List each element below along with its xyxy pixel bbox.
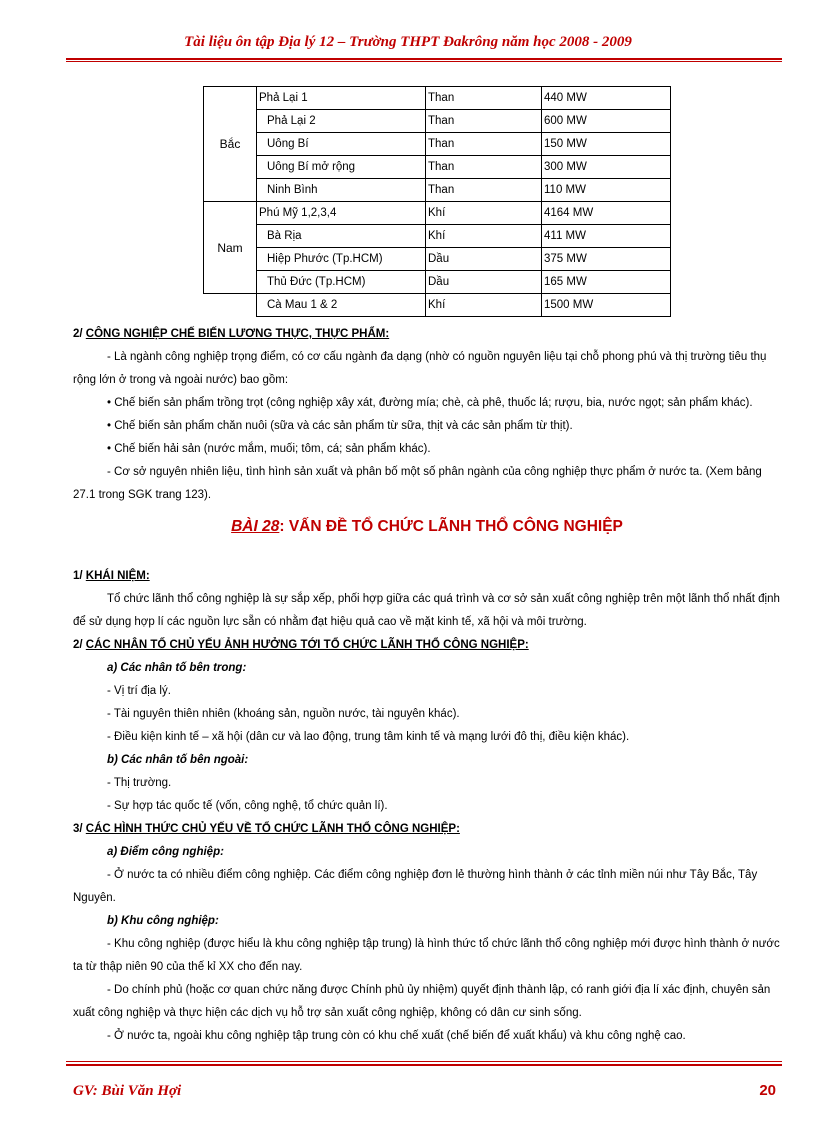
- plant-name: Phả Lại 1: [257, 87, 426, 110]
- table-row: [204, 87, 671, 110]
- plant-fuel: Khí: [426, 202, 542, 225]
- paragraph: Tổ chức lãnh thổ công nghiệp là sự sắp xếp, phối hợp giữa các quá trình và cơ sở sản xuất công nghiệp trên một lãnh thổ nhất định để sử dụng hợp lí các nguồn lực sẵn có nhằm đạt hiệu quả cao về mặt kinh tế, xã hội và môi trường.: [73, 593, 780, 628]
- lesson-heading: : VẤN ĐỀ TỔ CHỨC LÃNH THỔ CÔNG NGHIỆP: [279, 518, 623, 535]
- table-row: [204, 225, 671, 248]
- section-title: CÔNG NGHIỆP CHẾ BIẾN LƯƠNG THỰC, THỰC PHẨM:: [85, 328, 390, 340]
- list-item: - Vị trí địa lý.: [107, 685, 171, 697]
- paragraph: - Là ngành công nghiệp trọng điểm, có cơ cấu ngành đa dạng (nhờ có nguồn nguyên liệu tại chỗ phong phú và thị trường tiêu thụ rộng lớn ở trong và ngoài nước) bao gồm:: [73, 351, 767, 386]
- plant-capacity: 440 MW: [542, 87, 671, 110]
- table-row: [204, 133, 671, 156]
- paragraph: - Cơ sở nguyên nhiên liệu, tình hình sản xuất và phân bố một số phân ngành của công nghiệp thực phẩm ở nước ta. (Xem bảng 27.1 trong SGK trang 123).: [73, 466, 762, 501]
- list-item: - Tài nguyên thiên nhiên (khoáng sản, nguồn nước, tài nguyên khác).: [107, 708, 460, 720]
- plant-capacity: 110 MW: [542, 179, 671, 202]
- plant-name: Thủ Đức (Tp.HCM): [257, 271, 426, 294]
- table-row: [204, 294, 671, 317]
- section-heading: 1/ KHÁI NIỆM:: [73, 570, 150, 582]
- subsection-title: a) Các nhân tố bên trong:: [107, 662, 247, 674]
- table-row: [204, 156, 671, 179]
- list-item: - Điều kiện kinh tế – xã hội (dân cư và lao động, trung tâm kinh tế và mạng lưới đô thị, điều kiện khác).: [107, 731, 630, 743]
- plant-fuel: Than: [426, 156, 542, 179]
- header-rule: [66, 58, 782, 60]
- empty-cell: [204, 294, 257, 317]
- plant-fuel: Khí: [426, 294, 542, 317]
- list-item: - Sự hợp tác quốc tế (vốn, công nghệ, tổ chức quản lí).: [107, 800, 388, 812]
- paragraph: - Ở nước ta, ngoài khu công nghiệp tập trung còn có khu chế xuất (chế biến để xuất khẩu) và khu công nghệ cao.: [107, 1030, 686, 1042]
- plant-name: Ninh Bình: [257, 179, 426, 202]
- table-row: [204, 248, 671, 271]
- plant-capacity: 600 MW: [542, 110, 671, 133]
- subsection-title: a) Điểm công nghiệp:: [107, 846, 224, 858]
- section-heading: 2/ CÔNG NGHIỆP CHẾ BIẾN LƯƠNG THỰC, THỰC PHẨM:: [73, 328, 390, 340]
- plant-fuel: Than: [426, 179, 542, 202]
- table-row: [204, 110, 671, 133]
- plant-capacity: 375 MW: [542, 248, 671, 271]
- plant-fuel: Dầu: [426, 248, 542, 271]
- section-heading: 3/ CÁC HÌNH THỨC CHỦ YẾU VỀ TỔ CHỨC LÃNH THỔ CÔNG NGHIỆP:: [73, 823, 460, 835]
- section-heading: 2/ CÁC NHÂN TỐ CHỦ YẾU ẢNH HƯỞNG TỚI TỔ CHỨC LÃNH THỔ CÔNG NGHIỆP:: [73, 639, 529, 651]
- spacer: [73, 548, 781, 565]
- footer-rule-thin: [66, 1061, 782, 1062]
- section-title: KHÁI NIỆM:: [85, 570, 150, 582]
- page-number: 20: [759, 1082, 776, 1099]
- footer-rule: [66, 1064, 782, 1066]
- plant-name: Cà Mau 1 & 2: [257, 294, 426, 317]
- plant-name: Phả Lại 2: [257, 110, 426, 133]
- table-row: [204, 271, 671, 294]
- plant-capacity: 150 MW: [542, 133, 671, 156]
- subsection-title: b) Các nhân tố bên ngoài:: [107, 754, 249, 766]
- plant-fuel: Dầu: [426, 271, 542, 294]
- bullet-item: • Chế biến hải sản (nước mắm, muối; tôm, cá; sản phẩm khác).: [107, 443, 431, 455]
- plant-fuel: Than: [426, 133, 542, 156]
- paragraph: - Ở nước ta có nhiều điểm công nghiệp. Các điểm công nghiệp đơn lẻ thường hình thành ở các tỉnh miền núi như Tây Bắc, Tây Nguyên.: [73, 869, 758, 904]
- plant-capacity: 165 MW: [542, 271, 671, 294]
- lesson-title: [73, 514, 781, 540]
- bullet-item: • Chế biến sản phẩm chăn nuôi (sữa và các sản phẩm từ sữa, thịt và các sản phẩm từ thịt).: [107, 420, 573, 432]
- plant-fuel: Khí: [426, 225, 542, 248]
- section-title: CÁC HÌNH THỨC CHỦ YẾU VỀ TỔ CHỨC LÃNH THỔ CÔNG NGHIỆP:: [85, 823, 460, 835]
- plant-name: Bà Rịa: [257, 225, 426, 248]
- plant-fuel: Than: [426, 110, 542, 133]
- bullet-item: • Chế biến sản phẩm trồng trọt (công nghiệp xây xát, đường mía; chè, cà phê, thuốc lá; rượu, bia, nước ngọt; sản phẩm khác).: [107, 397, 753, 409]
- plant-name: Uông Bí mở rộng: [257, 156, 426, 179]
- power-plant-table: [203, 86, 671, 317]
- plant-capacity: 4164 MW: [542, 202, 671, 225]
- paragraph: - Khu công nghiệp (được hiểu là khu công nghiệp tập trung) là hình thức tổ chức lãnh thổ công nghiệp mới được hình thành ở nước ta từ thập niên 90 của thế kỉ XX cho đến nay.: [73, 938, 780, 973]
- plant-name: Uông Bí: [257, 133, 426, 156]
- region-cell: Nam: [204, 202, 257, 294]
- lesson-number: BÀI 28: [231, 518, 280, 535]
- list-item: - Thị trường.: [107, 777, 172, 789]
- footer-author: GV: Bùi Văn Hợi: [73, 1083, 182, 1099]
- plant-capacity: 411 MW: [542, 225, 671, 248]
- paragraph: - Do chính phủ (hoặc cơ quan chức năng được Chính phủ ủy nhiệm) quyết định thành lập, có ranh giới địa lí xác định, chuyên sản xuất công nghiệp và thực hiện các dịch vụ hỗ trợ sản xuất công nghiệp, không có dân cư sinh sống.: [73, 984, 771, 1019]
- header-title: Tài liệu ôn tập Địa lý 12 – Trường THPT Đakrông năm học 2008 - 2009: [184, 34, 632, 50]
- plant-name: Hiệp Phước (Tp.HCM): [257, 248, 426, 271]
- header-rule-thin: [66, 61, 782, 62]
- plant-capacity: 1500 MW: [542, 294, 671, 317]
- plant-capacity: 300 MW: [542, 156, 671, 179]
- section-title: CÁC NHÂN TỐ CHỦ YẾU ẢNH HƯỞNG TỚI TỔ CHỨC LÃNH THỔ CÔNG NGHIỆP:: [85, 639, 529, 651]
- plant-name: Phú Mỹ 1,2,3,4: [257, 202, 426, 225]
- table-row: [204, 202, 671, 225]
- main-content: [73, 323, 781, 1048]
- subsection-title: b) Khu công nghiệp:: [107, 915, 219, 927]
- table-row: [204, 179, 671, 202]
- plant-fuel: Than: [426, 87, 542, 110]
- region-cell: Bắc: [204, 87, 257, 202]
